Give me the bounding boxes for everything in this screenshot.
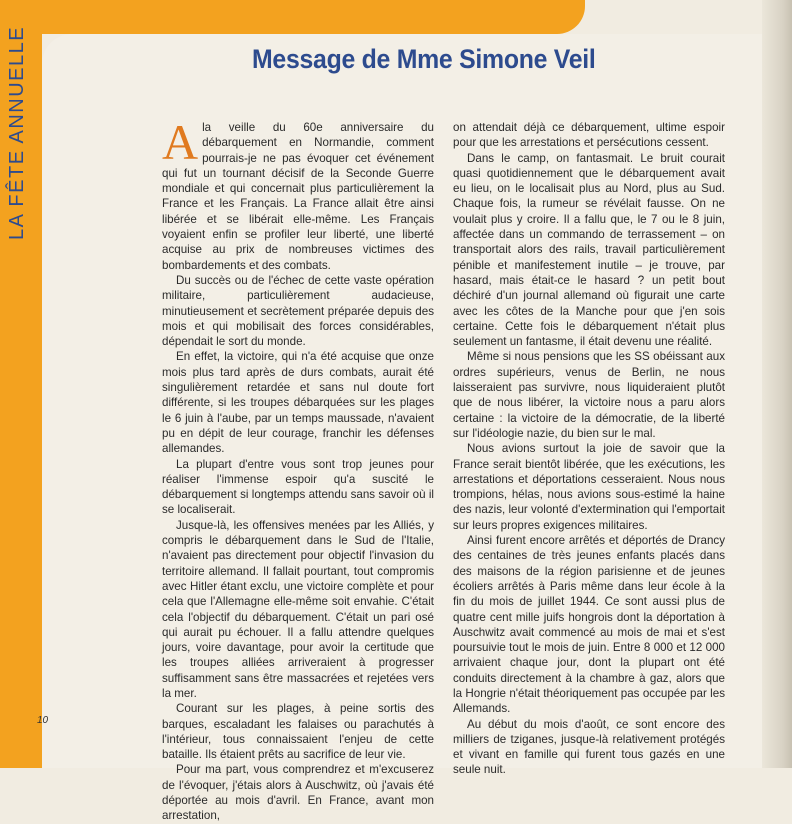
- paragraph: Ainsi furent encore arrêtés et déportés de Drancy des centaines de très jeunes enfants placés dans des maisons de la région parisienne et de jeunes écoliers arrêtés à Paris même dans leur école à la fin du mois de juillet 1944. Ce sont aussi plus de quatre cent mille juifs hongrois dont la déportation à Auschwitz avait commencé au mois de mai et s'est poursuivie tout le mois de juin. Entre 8 000 et 12 000 arrivaient chaque jour, dont la plupart ont été conduits directement à la chambre à gaz, alors que la Hongrie n'était théoriquement pas occupée par les Allemands.: [453, 534, 725, 716]
- paragraph: Même si nous pensions que les SS obéissant aux ordres supérieurs, venus de Berlin, ne nous laisseraient pas survivre, nous liquideraient plutôt que de nous libérer, la victoire nous a paru alors certaine : la victoire de la démocratie, de la liberté sur l'idéologie nazie, du bien sur le mal.: [453, 350, 725, 440]
- article-column-left: [162, 114, 434, 824]
- article-column-right: [453, 120, 725, 778]
- dropcap: A: [162, 114, 199, 170]
- page-number: 10: [37, 715, 49, 726]
- page-title: Message de Mme Simone Veil: [252, 44, 596, 74]
- paragraph: Courant sur les plages, à peine sortis des barques, escaladant les falaises ou parachutés à l'intérieur, tous connaissaient l'enjeu de cette bataille. Ils étaient prêts au sacrifice de leur vie.: [162, 702, 434, 762]
- orange-top-band: [0, 0, 585, 34]
- paragraph: Dans le camp, on fantasmait. Le bruit courait quasi quotidiennement que le débarquement avait eu lieu, on le localisait plus au Nord, plus au Sud. Chaque fois, la rumeur se révélait fausse. On ne voulait plus y croire. Il a fallu que, le 7 ou le 8 juin, affectée dans un commando de terrassement – on transportait alors des rails, travail particulièrement pénible et manifestement inutile – je trouve, par hasard, mais était-ce le hasard ? un petit bout déchiré d'un journal allemand où figurait une carte avec les côtes de la Manche pour que j'en sois certaine. Cette fois le débarquement n'était plus seulement un fantasme, il était devenu une réalité.: [453, 151, 725, 349]
- paragraph-text: la veille du 60e anniversaire du débarquement en Normandie, comment pourrais-je ne pas évoquer cet événement qui fut un tournant décisif de la Seconde Guerre mondiale et qui concernait plus particulièrement la France et les Français. La France allait être ainsi libérée et se libérait elle-même. Les Français voyaient enfin se profiler leur liberté, une liberté acquise au prix de nombreuses victimes des bombardements et des combats.: [162, 121, 434, 272]
- section-label: [6, 210, 29, 240]
- paragraph: Nous avions surtout la joie de savoir que la France serait bientôt libérée, que les exécutions, les arrestations et déportations cesseraient. Nous nous trompions, hélas, nous avions sous-estimé la haine des nazis, leur volonté d'extermination qui l'emportait sur leurs propres exigences militaires.: [453, 442, 725, 532]
- paragraph: En effet, la victoire, qui n'a été acquise que onze mois plus tard après de durs combats, aurait été singulièrement retardée et sans nul doute fort différente, si les troupes débarquées sur les plages le 6 juin à l'aube, par un temps maussade, n'avaient pu en dépit de leur courage, franchir les défenses allemandes.: [162, 350, 434, 456]
- paragraph: on attendait déjà ce débarquement, ultime espoir pour que les arrestations et persécutions cessent.: [453, 121, 725, 150]
- paragraph: Pour ma part, vous comprendrez et m'excuserez de l'évoquer, j'étais alors à Auschwitz, où j'avais été déportée au mois d'avril. En France, avant mon arrestation,: [162, 763, 434, 823]
- paragraph: Jusque-là, les offensives menées par les Alliés, y compris le débarquement dans le Sud de l'Italie, n'avaient pas directement pour objectif l'invasion du territoire allemand. Il fallait pourtant, tout compromis avec Hitler étant exclu, une victoire complète et pour cela que l'Allemagne elle-même soit envahie. C'était cela l'objectif du débarquement. C'était un pari osé qui aurait pu échouer. Il a fallu attendre quelques jours, voire davantage, pour avoir la certitude que les troupes alliées arriveraient à progresser suffisamment sans être massacrées et rejetées vers la mer.: [162, 518, 434, 700]
- paragraph: Du succès ou de l'échec de cette vaste opération militaire, particulièrement audacieuse, minutieusement et secrètement préparée depuis des mois et qui mobilisait des forces considérables, dépendait le sort du monde.: [162, 273, 434, 349]
- page-fold-shadow: [762, 0, 792, 768]
- paragraph: La plupart d'entre vous sont trop jeunes pour réaliser l'immense espoir qu'a suscité le débarquement si longtemps attendu sans savoir où il se localiserait.: [162, 457, 434, 517]
- paragraph: [162, 114, 434, 273]
- paragraph: Au début du mois d'août, ce sont encore des milliers de tziganes, jusque-là relativement protégés et vivant en famille qui furent tous gazés en une seule nuit.: [453, 717, 725, 777]
